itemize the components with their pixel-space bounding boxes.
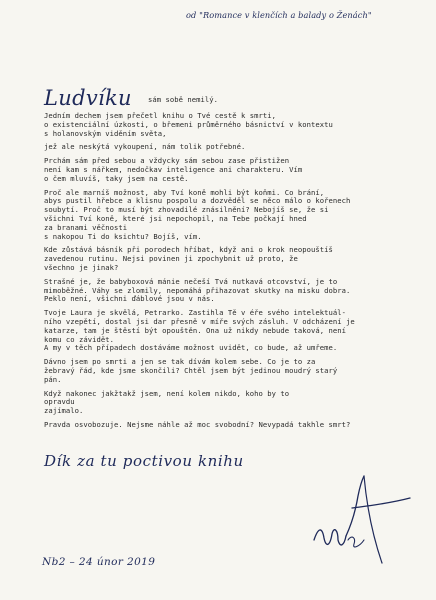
- line: Tvoje Laura je skvělá, Petrarko. Zastihla Tě v éře svého intelektuál-: [44, 308, 347, 318]
- paragraph-1: [44, 112, 416, 138]
- header-note: od "Romance v klenčích a balady o Ženách": [186, 10, 372, 20]
- paragraph-2: [44, 143, 416, 152]
- line: Jedním dechem jsem přečetl knihu o Tvé cestě k smrti,: [44, 111, 276, 120]
- line: Pravda osvobozuje. Nejsme náhle až moc svobodní? Nevypadá takhle smrt?: [44, 419, 351, 429]
- line: s holanovským viděním světa,: [44, 128, 167, 138]
- line: Dávno jsem po smrti a jen se tak dívám kolem sebe. Co je to za: [44, 357, 316, 367]
- line: jež ale neskýtá vykoupení, nám tolik potřebné.: [44, 142, 246, 152]
- line: soubytí. Proč to musí být zhovadilé znásilnění? Nebojíš se, že si: [44, 205, 329, 215]
- line: žebravý řád, kde jsme skončili? Chtěl jsem být jedinou moudrý starý: [44, 365, 338, 375]
- letter-body: [44, 112, 416, 435]
- paragraph-9: [44, 390, 416, 416]
- line: Kde zůstává básník při porodech hříbat, když ani o krok neopouštíš: [44, 245, 333, 255]
- paragraph-8: [44, 358, 416, 384]
- paragraph-7: [44, 309, 416, 353]
- line: mimoběžné. Váhy se zlomily, nepomáhá přihazovat skutky na misku dobra.: [44, 285, 351, 295]
- line: pán.: [44, 374, 62, 384]
- opening-line: sám sobě nemilý.: [148, 95, 219, 104]
- closing-note: Dík za tu poctivou knihu: [44, 452, 244, 470]
- line: zajímalo.: [44, 406, 84, 416]
- paragraph-4: [44, 189, 416, 242]
- line: Prchám sám před sebou a vždycky sám sebou zase přistižen: [44, 156, 290, 166]
- line: Peklo není, všichni ďáblové jsou v nás.: [44, 294, 215, 304]
- line: o čem mluvíš, taky jsem na cestě.: [44, 173, 189, 183]
- line: komu co závidět.: [44, 334, 115, 344]
- line: Strašné je, že babyboxová mánie nečeší Tvá nutkavá otcovství, je to: [44, 276, 338, 286]
- paragraph-3: [44, 157, 416, 183]
- line: Proč ale marníš možnost, aby Tví koně mohli být koňmi. Co brání,: [44, 187, 325, 197]
- line: s nakopou Ti do ksichtu? Bojíš, vím.: [44, 231, 202, 241]
- line: o existenciální úzkosti, o břemeni průměrného básnictví v kontextu: [44, 119, 333, 129]
- line: opravdu: [44, 397, 75, 407]
- paragraph-6: [44, 278, 416, 304]
- paragraph-10: [44, 421, 416, 430]
- line: není kam s nářkem, nedočkav inteligence ani charakteru. Vím: [44, 164, 303, 174]
- line: za branami věčnosti: [44, 222, 128, 232]
- line: abys pustil hřebce a klisnu pospolu a dozvěděl se něco málo o kořenech: [44, 196, 351, 206]
- handwritten-signature: [312, 468, 412, 568]
- line: všichni Tví koně, které jsi nepochopil, na Tebe počkají hned: [44, 213, 307, 223]
- line: Když nakonec jakžtakž jsem, není kolem nikdo, koho by to: [44, 388, 290, 398]
- line: zavedenou rutinu. Nejsi povinen ji zpochybnit už proto, že: [44, 254, 298, 264]
- line: katarze, tam je štěstí být opouštěn. Ona už nikdy nebude taková, není: [44, 325, 347, 335]
- line: A my v těch případech dostáváme možnost uvidět, co bude, až umřeme.: [44, 343, 338, 353]
- date-signoff: Nb2 – 24 únor 2019: [42, 556, 156, 568]
- line: ního vzepětí, dostal jsi dar přesně v míře svých zásluh. V odcházení je: [44, 316, 355, 326]
- salutation: Ludvíku: [44, 86, 132, 110]
- paragraph-5: [44, 246, 416, 272]
- line: všechno je jinak?: [44, 262, 119, 272]
